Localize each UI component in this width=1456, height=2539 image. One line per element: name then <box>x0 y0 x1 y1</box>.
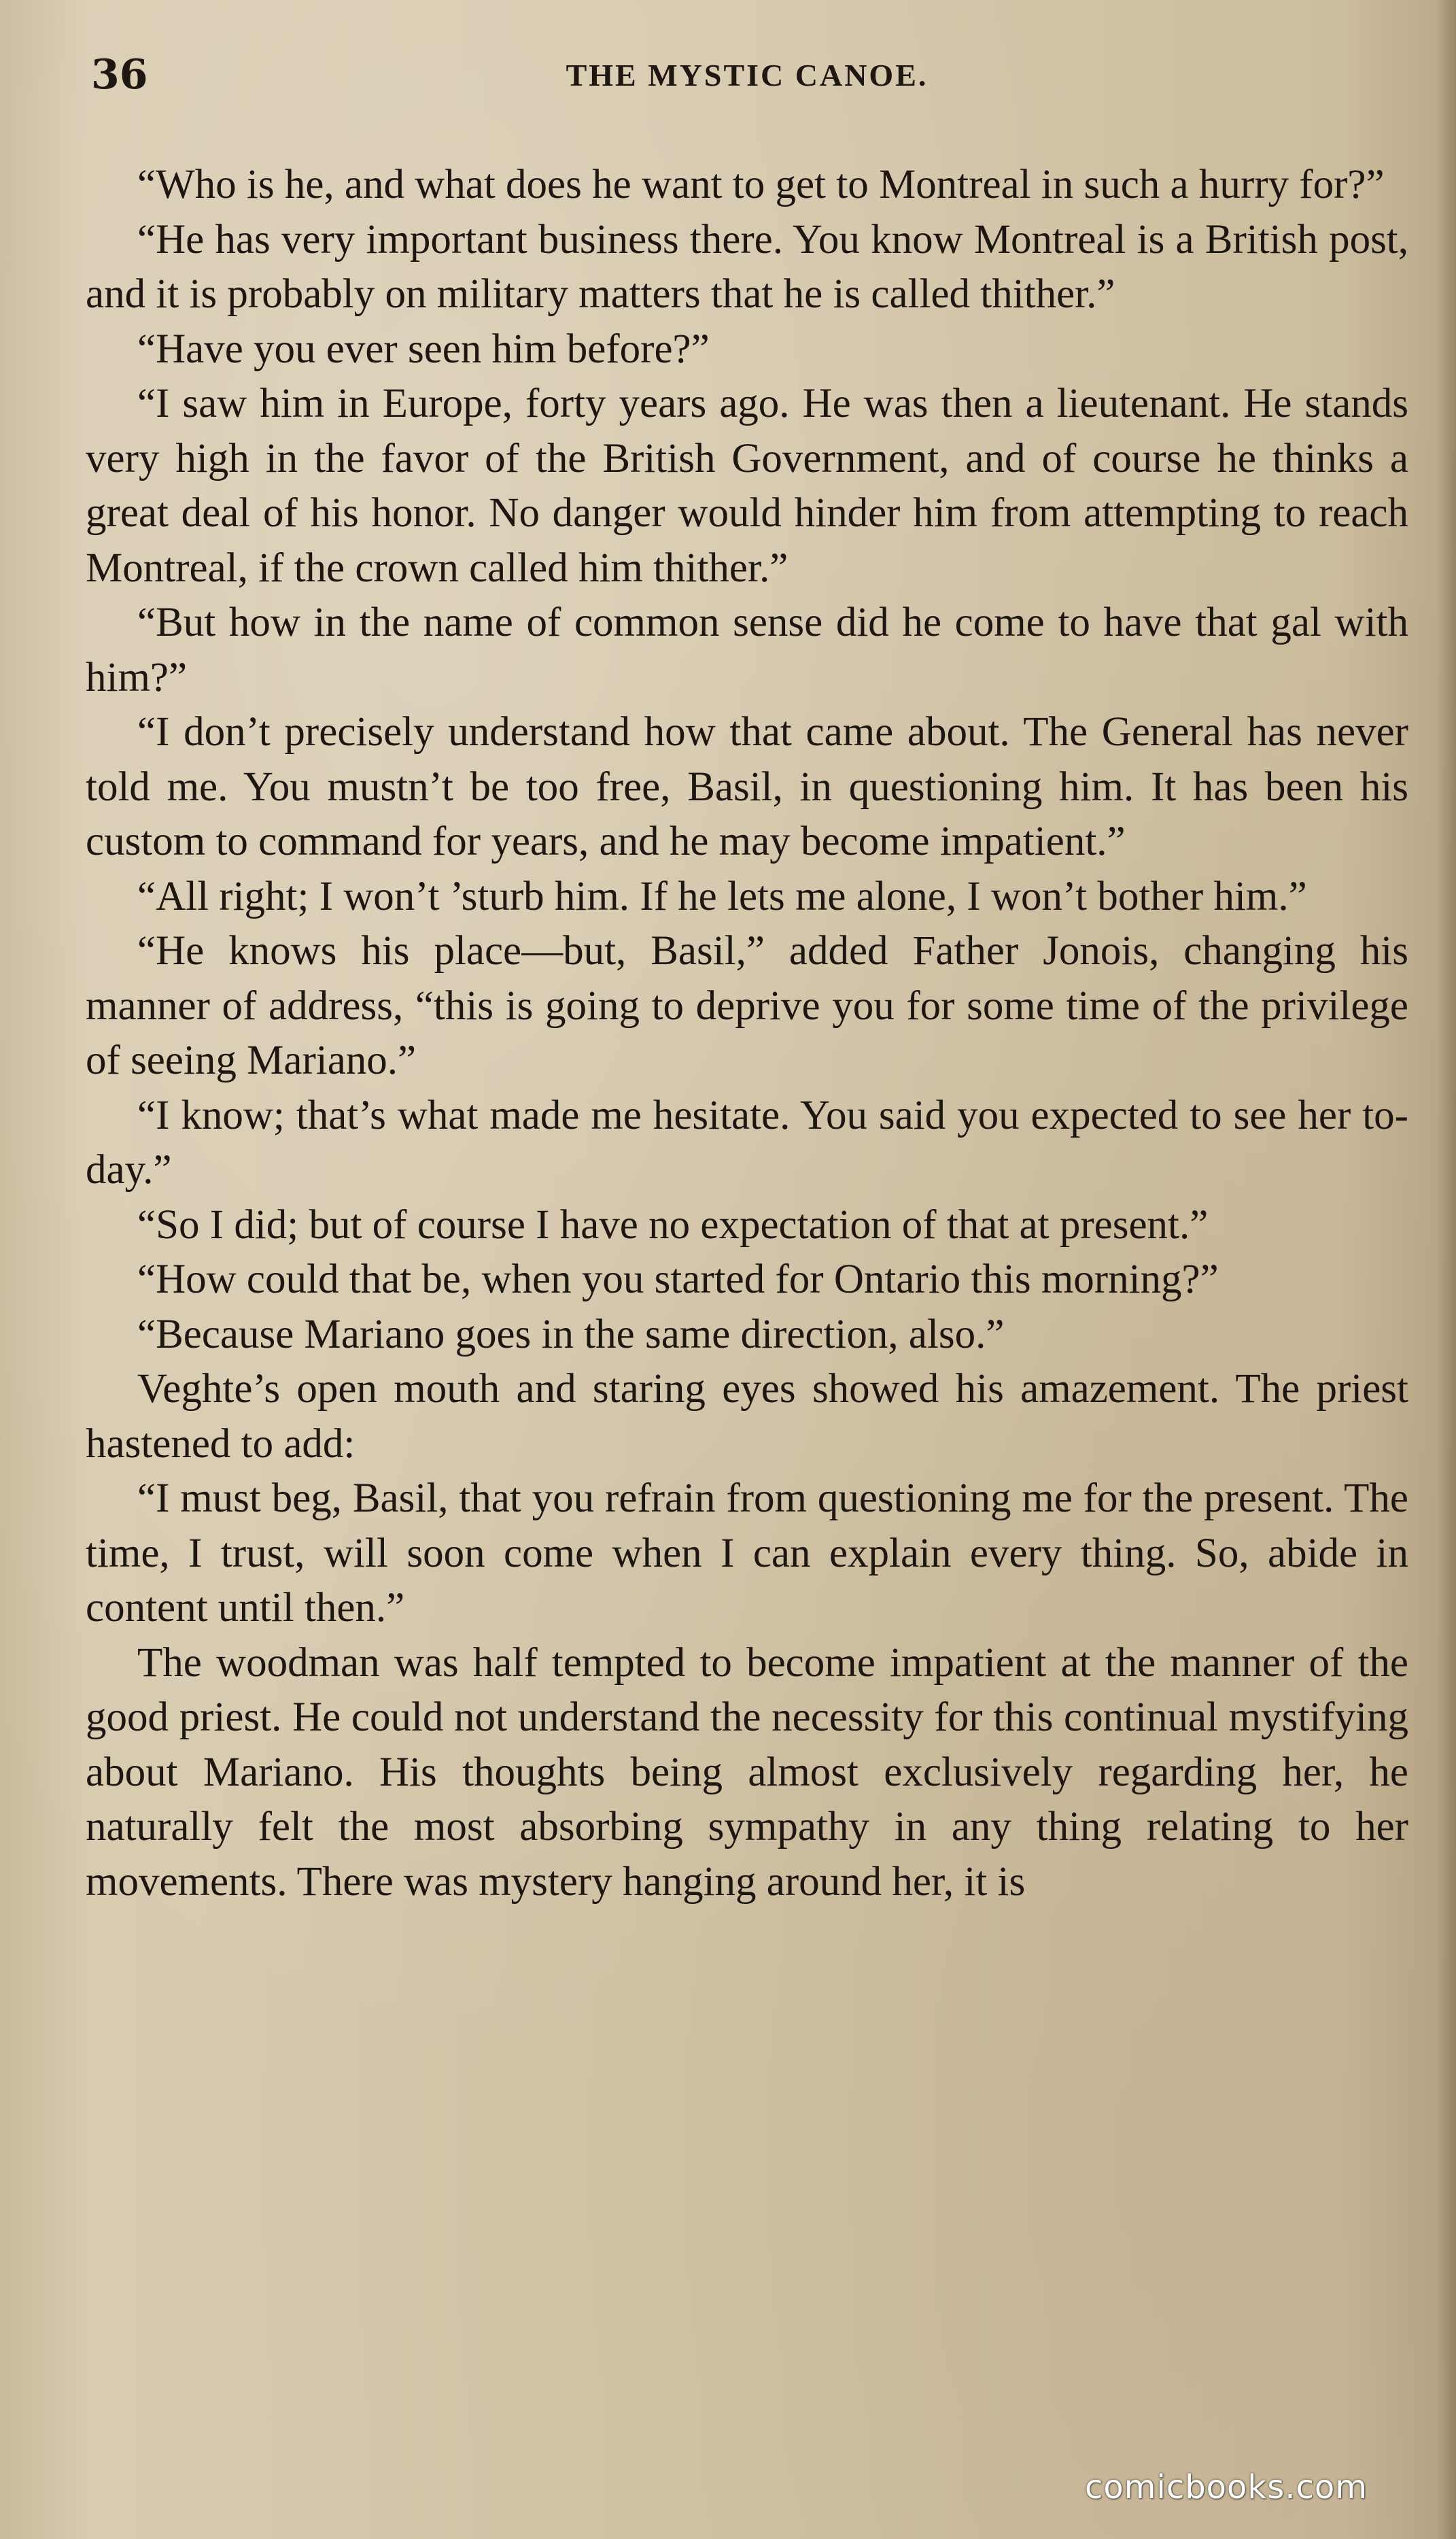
page-number: 36 <box>91 51 148 99</box>
paragraph: “But how in the name of common sense did he come to have that gal with him?” <box>86 600 1408 700</box>
paragraph: “He knows his place—but, Basil,” added Father Jonois, changing his manner of address, “this is going to deprive you for some time of the privilege of seeing Mariano.” <box>86 928 1408 1083</box>
body-text <box>86 158 1408 1909</box>
running-head <box>86 45 1408 106</box>
paragraph: “He has very important business there. You know Montreal is a British post, and it is probably on military matters that he is called thither.” <box>86 216 1408 317</box>
paragraph: “So I did; but of course I have no expectation of that at present.” <box>137 1202 1209 1248</box>
paragraph: “I must beg, Basil, that you refrain from questioning me for the present. The time, I trust, will soon come when I can explain every thing. So, abide in content until then.” <box>86 1476 1408 1631</box>
paragraph: The woodman was half tempted to become impatient at the manner of the good priest. He could not understand the necessity for this continual mystifying about Mariano. His thoughts being almost exclusively regarding her, he naturally felt the most absorbing sympathy in any thing relating to her movements. There was mystery hanging around her, it is <box>86 1639 1408 1905</box>
book-title: THE MYSTIC CANOE. <box>566 58 929 92</box>
paragraph: “Who is he, and what does he want to get to Montreal in such a hurry for?” <box>137 162 1385 207</box>
paragraph: “All right; I won’t ’sturb him. If he lets me alone, I won’t bother him.” <box>137 873 1307 919</box>
paragraph: “How could that be, when you started for Ontario this morning?” <box>137 1257 1219 1302</box>
paragraph: “Because Mariano goes in the same direction, also.” <box>137 1311 1005 1357</box>
watermark: comicbooks.com <box>1084 2468 1368 2506</box>
paragraph: “I don’t precisely understand how that came about. The General has never told me. You mustn’t be too free, Basil, in questioning him. It has been his custom to command for years, and he may become impatient.” <box>86 709 1408 864</box>
paragraph: “I saw him in Europe, forty years ago. He was then a lieutenant. He stands very high in the favor of the British Government, and of course he thinks a great deal of his honor. No danger would hinder him from attempting to reach Montreal, if the crown called him thither.” <box>86 381 1408 591</box>
paragraph: Veghte’s open mouth and staring eyes showed his amazement. The priest hastened to add: <box>86 1366 1408 1467</box>
paragraph: “I know; that’s what made me hesitate. You said you expected to see her to-day.” <box>86 1092 1408 1193</box>
paragraph: “Have you ever seen him before?” <box>137 326 710 372</box>
